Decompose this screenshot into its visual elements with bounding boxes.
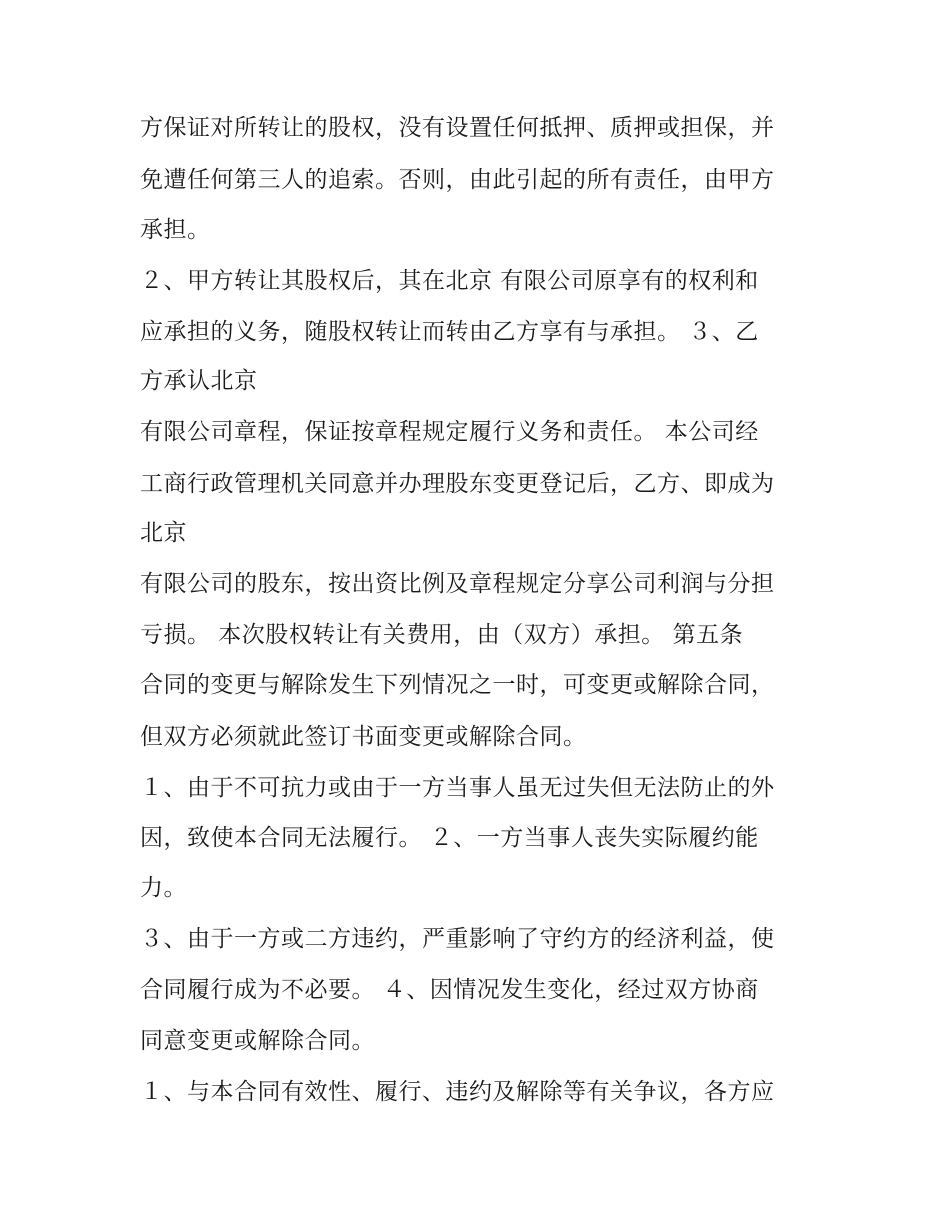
text-line: 免遭任何第三人的追索。否则，由此引起的所有责任，由甲方 [140, 167, 775, 193]
text-line: １、与本合同有效性、履行、违约及解除等有关争议，各方应 [140, 1079, 775, 1105]
text-line: ２、甲方转让其股权后，其在北京 有限公司原享有的权利和 [140, 268, 759, 294]
text-line: ３、由于一方或二方违约，严重影响了守约方的经济利益，使 [140, 926, 775, 952]
text-line: 承担。 [140, 217, 211, 243]
text-line: 但双方必须就此签订书面变更或解除合同。 [140, 724, 587, 750]
text-line: 同意变更或解除合同。 [140, 1028, 375, 1054]
text-line: 有限公司的股东，按出资比例及章程规定分享公司利润与分担 [140, 571, 775, 597]
text-line: 方承认北京 [140, 368, 258, 394]
text-line: 合同履行成为不必要。 ４、因情况发生变化，经过双方协商 [140, 977, 759, 1003]
text-line: 工商行政管理机关同意并办理股东变更登记后，乙方、即成为 [140, 471, 775, 497]
text-line: 方保证对所转让的股权，没有设置任何抵押、质押或担保，并 [140, 115, 775, 141]
text-line: 合同的变更与解除发生下列情况之一时，可变更或解除合同， [140, 672, 775, 698]
text-line: 因，致使本合同无法履行。 ２、一方当事人丧失实际履约能 [140, 825, 759, 851]
text-line: 亏损。 本次股权转让有关费用，由（双方）承担。 第五条 [140, 622, 744, 648]
text-line: 力。 [140, 875, 187, 901]
text-line: 有限公司章程，保证按章程规定履行义务和责任。 本公司经 [140, 419, 759, 445]
text-line: 北京 [140, 520, 187, 546]
text-line: １、由于不可抗力或由于一方当事人虽无过失但无法防止的外 [140, 775, 775, 801]
text-line: 应承担的义务，随股权转让而转由乙方享有与承担。 ３、乙 [140, 319, 759, 345]
